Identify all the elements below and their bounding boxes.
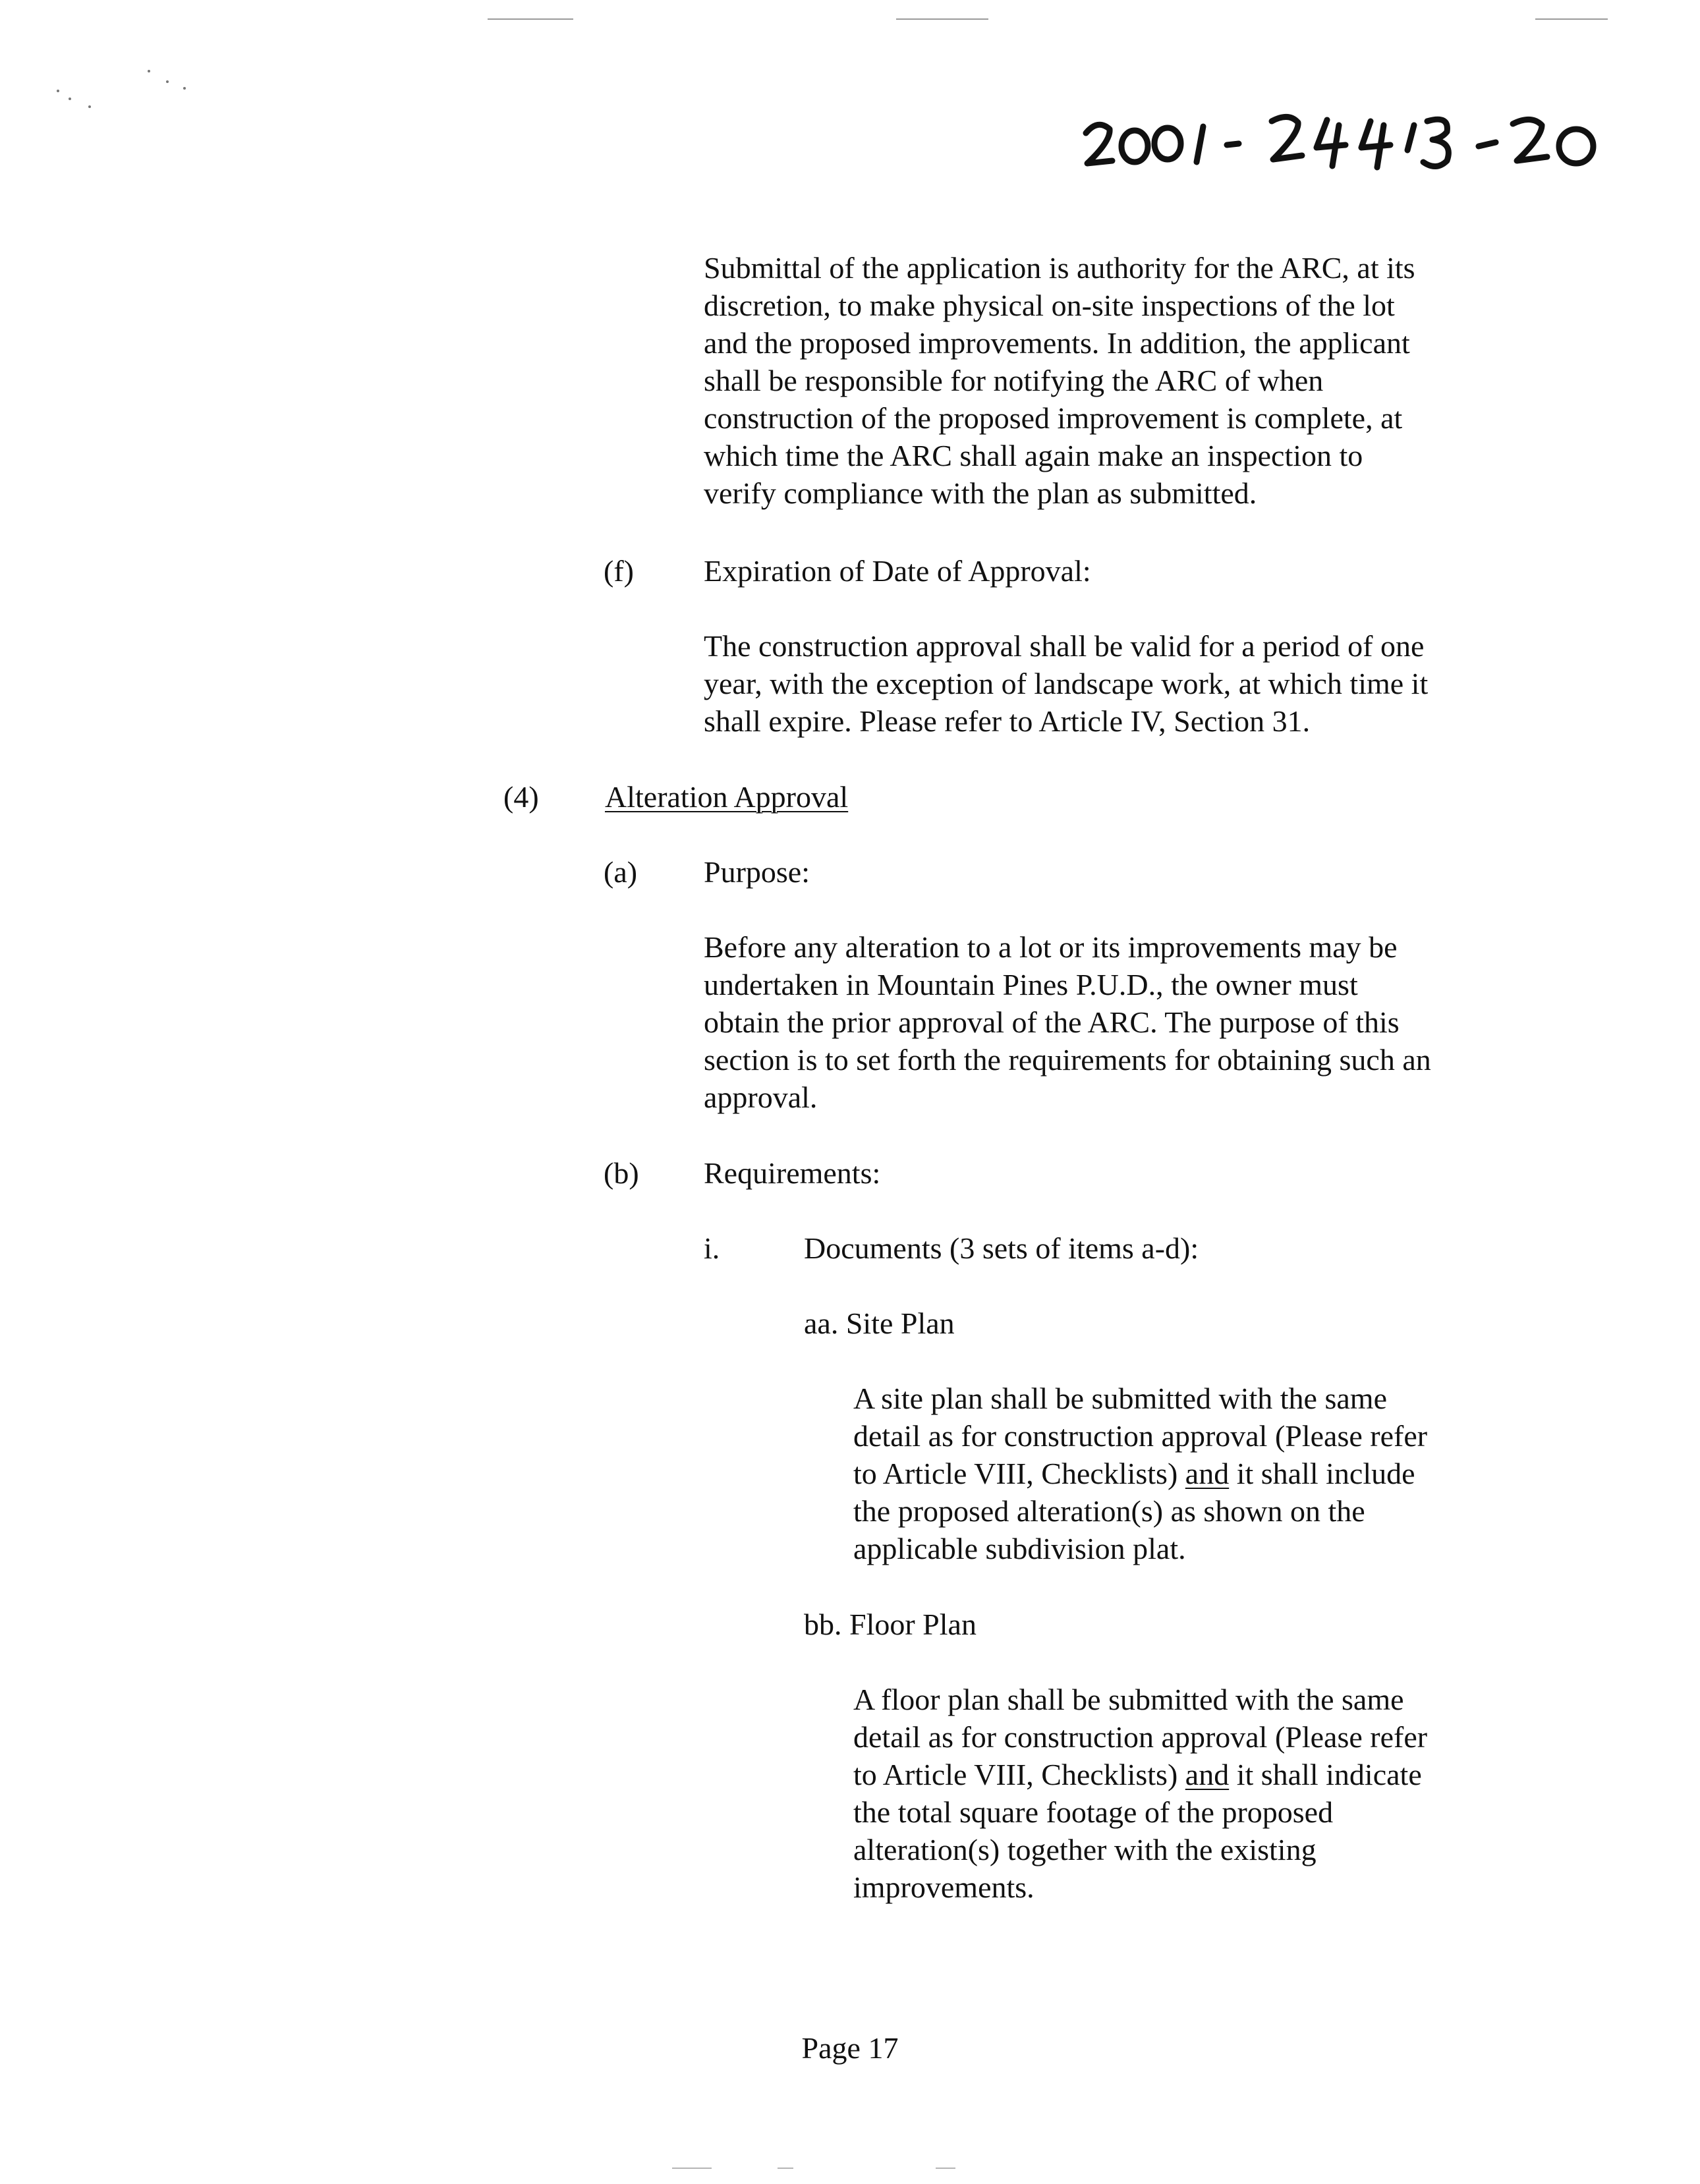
paragraph-line: Submittal of the application is authority for the ARC, at its (704, 251, 1415, 285)
item-bb-heading: bb. Floor Plan (804, 1608, 977, 1641)
paragraph-line: construction of the proposed improvement is complete, at (704, 401, 1403, 435)
item-a-body (704, 928, 1431, 1116)
paragraph-line: A floor plan shall be submitted with the same (853, 1683, 1404, 1716)
scan-speck (166, 80, 169, 83)
item-f-body (704, 627, 1428, 740)
scan-speck (148, 70, 150, 72)
scan-speck (88, 105, 91, 108)
line-text: it shall include (1229, 1457, 1415, 1490)
item-a-heading: Purpose: (704, 855, 810, 889)
item-aa-body (853, 1380, 1427, 1567)
emphasized-and: and (1185, 1758, 1230, 1791)
paragraph-line: detail as for construction approval (Please refer (853, 1419, 1428, 1453)
paragraph-line: which time the ARC shall again make an inspection to (704, 439, 1363, 472)
handwritten-recording-number (1081, 99, 1621, 178)
paragraph-line: obtain the prior approval of the ARC. The purpose of this (704, 1005, 1400, 1039)
item-f-heading: Expiration of Date of Approval: (704, 554, 1091, 588)
paragraph-line: shall be responsible for notifying the ARC of when (704, 364, 1324, 397)
paragraph-line: and the proposed improvements. In addition, the applicant (704, 326, 1410, 360)
scan-rule-bottom (672, 2168, 712, 2169)
paragraph-line: improvements. (853, 1870, 1034, 1904)
scan-rule-left (488, 18, 573, 20)
paragraph-line (853, 1455, 1427, 1492)
paragraph-line: the total square footage of the proposed (853, 1795, 1334, 1829)
scan-rule-bottom (778, 2168, 793, 2169)
item-aa-heading: aa. Site Plan (804, 1306, 955, 1340)
emphasized-and: and (1185, 1457, 1230, 1490)
scan-speck (69, 98, 71, 100)
item-f-label: (f) (604, 554, 634, 588)
paragraph-line: shall expire. Please refer to Article IV, Section 31. (704, 704, 1311, 738)
item-bb-body (853, 1681, 1427, 1906)
item-b-heading: Requirements: (704, 1156, 881, 1190)
item-b-label: (b) (604, 1156, 639, 1190)
intro-paragraph (704, 249, 1415, 512)
section-4-heading: Alteration Approval (605, 780, 849, 814)
paragraph-line: detail as for construction approval (Please refer (853, 1720, 1428, 1754)
paragraph-line: A site plan shall be submitted with the same (853, 1382, 1387, 1415)
paragraph-line: Before any alteration to a lot or its improvements may be (704, 930, 1398, 964)
scan-speck (183, 87, 186, 90)
scan-rule-bottom (936, 2168, 955, 2169)
line-text: to Article VIII, Checklists) (853, 1758, 1185, 1791)
paragraph-line: undertaken in Mountain Pines P.U.D., the owner must (704, 968, 1358, 1001)
line-text: to Article VIII, Checklists) (853, 1457, 1185, 1490)
paragraph-line: section is to set forth the requirements for obtaining such an (704, 1043, 1431, 1077)
paragraph-line: alteration(s) together with the existing (853, 1833, 1317, 1866)
paragraph-line: the proposed alteration(s) as shown on the (853, 1494, 1365, 1528)
paragraph-line: verify compliance with the plan as submitted. (704, 476, 1257, 510)
line-text: it shall indicate (1229, 1758, 1422, 1791)
item-i-label: i. (704, 1231, 720, 1265)
paragraph-line: applicable subdivision plat. (853, 1532, 1186, 1565)
page-number: Page 17 (801, 2031, 899, 2065)
paragraph-line: The construction approval shall be valid for a period of one (704, 629, 1425, 663)
scan-speck (57, 90, 59, 92)
scan-rule-right (1535, 18, 1608, 20)
item-a-label: (a) (604, 855, 638, 889)
section-4-label: (4) (503, 780, 539, 814)
paragraph-line: year, with the exception of landscape work, at which time it (704, 667, 1429, 700)
paragraph-line: approval. (704, 1080, 818, 1114)
paragraph-line (853, 1756, 1427, 1793)
scan-rule-center (896, 18, 988, 20)
item-i-heading: Documents (3 sets of items a-d): (804, 1231, 1199, 1265)
paragraph-line: discretion, to make physical on-site inspections of the lot (704, 289, 1395, 322)
